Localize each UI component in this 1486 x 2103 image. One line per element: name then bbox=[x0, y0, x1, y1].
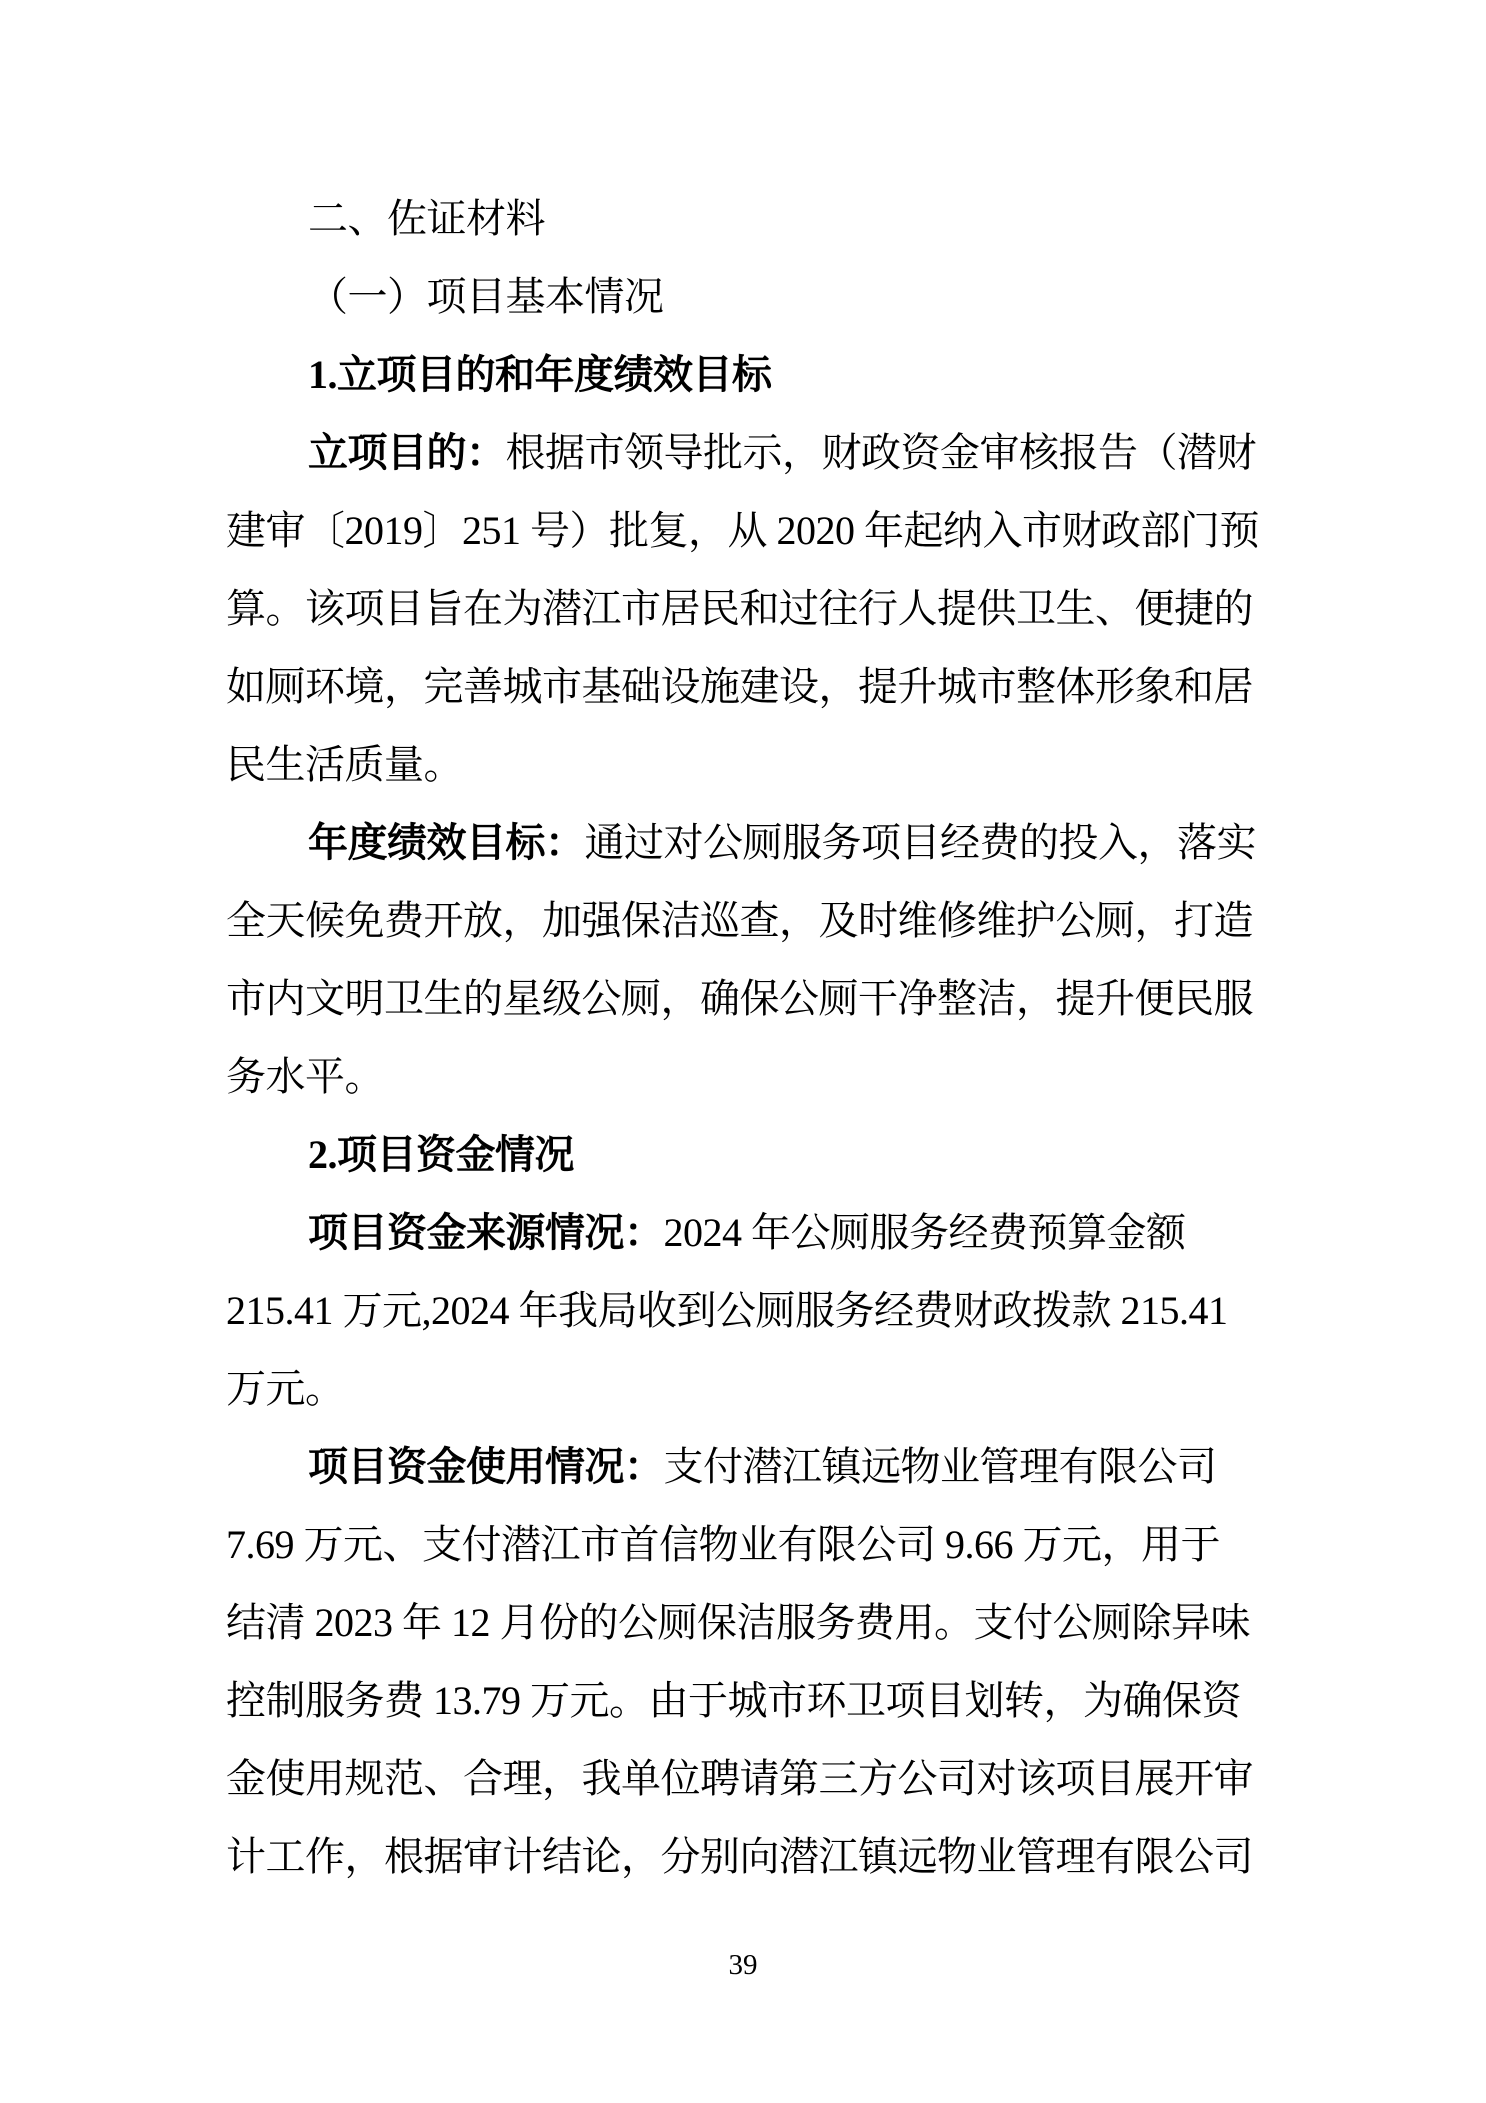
text-line bbox=[226, 414, 1261, 492]
text-line bbox=[226, 804, 1261, 882]
text-line bbox=[226, 1038, 1261, 1116]
text-line bbox=[226, 1272, 1261, 1350]
text-line bbox=[226, 882, 1261, 960]
body-text: 计工作，根据审计结论，分别向潜江镇远物业管理有限公司 bbox=[226, 1834, 1253, 1879]
body-text: 市内文明卫生的星级公厕，确保公厕干净整洁，提升便民服 bbox=[226, 976, 1253, 1021]
bold-text: 1.立项目的和年度绩效目标 bbox=[308, 352, 772, 397]
body-text: 万元。 bbox=[226, 1366, 345, 1411]
body-text: 建审〔2019〕251 号）批复，从 2020 年起纳入市财政部门预 bbox=[226, 508, 1259, 553]
text-line bbox=[226, 492, 1261, 570]
body-text: 务水平。 bbox=[226, 1054, 384, 1099]
text-line bbox=[226, 1194, 1261, 1272]
text-line bbox=[226, 1818, 1261, 1896]
text-line bbox=[226, 960, 1261, 1038]
text-line bbox=[226, 1584, 1261, 1662]
body-text: 如厕环境，完善城市基础设施建设，提升城市整体形象和居 bbox=[226, 664, 1253, 709]
body-text: 根据市领导批示，财政资金审核报告（潜财 bbox=[505, 430, 1256, 475]
body-text: 7.69 万元、支付潜江市首信物业有限公司 9.66 万元，用于 bbox=[226, 1522, 1220, 1567]
text-line bbox=[226, 1350, 1261, 1428]
text-line bbox=[226, 1506, 1261, 1584]
text-line bbox=[226, 1740, 1261, 1818]
bold-text: 项目资金来源情况： bbox=[308, 1210, 664, 1255]
bold-text: 年度绩效目标： bbox=[308, 820, 585, 865]
text-line bbox=[226, 648, 1261, 726]
bold-text: 立项目的： bbox=[308, 430, 506, 475]
bold-text: 项目资金使用情况： bbox=[308, 1444, 664, 1489]
heading-line bbox=[226, 1116, 1261, 1194]
page-number: 39 bbox=[728, 1949, 758, 1981]
body-text: 结清 2023 年 12 月份的公厕保洁服务费用。支付公厕除异味 bbox=[226, 1600, 1250, 1645]
heading-line bbox=[226, 336, 1261, 414]
body-text: 215.41 万元,2024 年我局收到公厕服务经费财政拨款 215.41 bbox=[226, 1288, 1228, 1333]
page-footer bbox=[0, 1945, 1486, 1985]
body-text: 算。该项目旨在为潜江市居民和过往行人提供卫生、便捷的 bbox=[226, 586, 1253, 631]
body-text: 2024 年公厕服务经费预算金额 bbox=[663, 1210, 1186, 1255]
body-text: 二、佐证材料 bbox=[308, 196, 545, 241]
body-text: 金使用规范、合理，我单位聘请第三方公司对该项目展开审 bbox=[226, 1756, 1253, 1801]
subsection-heading bbox=[226, 258, 1261, 336]
body-text: 民生活质量。 bbox=[226, 742, 463, 787]
body-text: 支付潜江镇远物业管理有限公司 bbox=[663, 1444, 1217, 1489]
text-line bbox=[226, 726, 1261, 804]
body-text: 全天候免费开放，加强保洁巡查，及时维修维护公厕，打造 bbox=[226, 898, 1253, 943]
text-line bbox=[226, 1662, 1261, 1740]
text-line bbox=[226, 570, 1261, 648]
bold-text: 2.项目资金情况 bbox=[308, 1132, 574, 1177]
page-body bbox=[226, 180, 1261, 1896]
body-text: 控制服务费 13.79 万元。由于城市环卫项目划转，为确保资 bbox=[226, 1678, 1241, 1723]
section-heading bbox=[226, 180, 1261, 258]
body-text: 通过对公厕服务项目经费的投入，落实 bbox=[584, 820, 1256, 865]
text-line bbox=[226, 1428, 1261, 1506]
body-text: （一）项目基本情况 bbox=[308, 274, 664, 319]
